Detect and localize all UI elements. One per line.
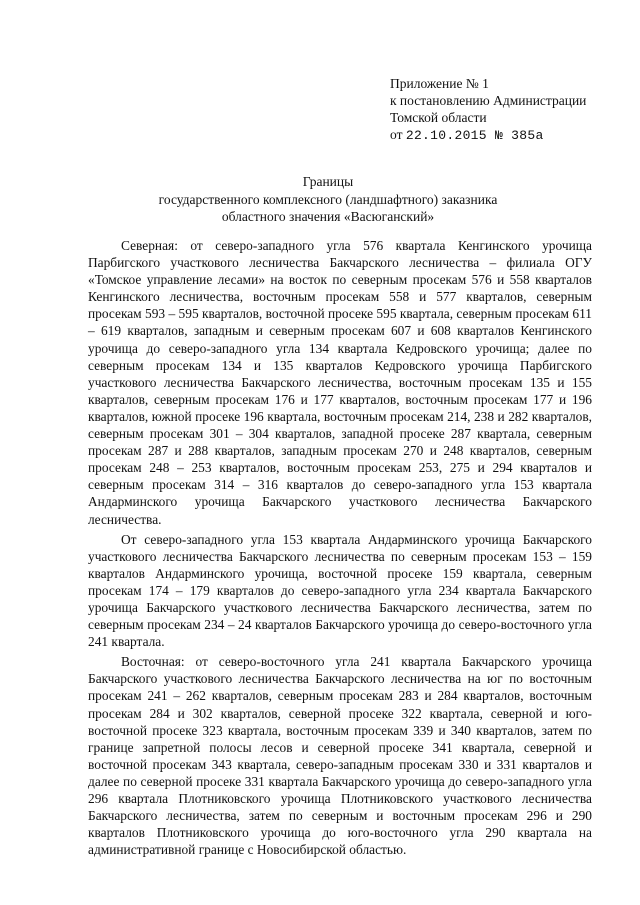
title-line-3: областного значения «Васюганский» <box>221 209 435 224</box>
paragraph-eastern-border: Восточная: от северо-восточного угла 241 квартала Бакчарского урочища Бакчарского участкового лесничества Бакчарского лесничества на юг по восточным просекам 241 – 262 кварталов, северным просекам 283 и 284 кварталов, восточным просекам 284 и 302 кварталов, северной просеке 322 квартала, северной и юго-восточной просеке 323 квартала, восточным просекам 339 и 340 кварталов, затем по границе запретной полосы лесов и северной просеке 341 квартала, северной и восточной просекам 343 квартала, северо-западным просекам 330 и 331 кварталов и далее по северной просеке 331 квартала Бакчарского урочища до северо-западного угла 296 квартала Плотниковского урочища Плотниковского участкового лесничества Бакчарского лесничества, затем по северным и восточным просекам 296 и 290 кварталов Плотниковского урочища до юго-восточного угла 290 квартала на административной границе с Новосибирской областью. <box>88 654 592 858</box>
appendix-date: 22.10.2015 № 385а <box>405 128 544 143</box>
document-title <box>88 173 568 226</box>
appendix-date-line <box>390 126 586 144</box>
appendix-number: Приложение № 1 <box>390 76 489 91</box>
title-line-2: государственного комплексного (ландшафтного) заказника <box>158 191 498 207</box>
document-body <box>88 237 592 861</box>
title-line-1: Границы <box>302 174 354 189</box>
appendix-resolution: к постановлению Администрации <box>390 93 587 108</box>
appendix-date-prefix: от <box>390 127 403 142</box>
appendix-header <box>390 75 586 144</box>
paragraph-northern-border: Северная: от северо-западного угла 576 квартала Кенгинского урочища Парбигского участкового лесничества Бакчарского лесничества – филиала ОГУ «Томское управление лесами» на восток по северным просекам 576 и 558 кварталов Кенгинского лесничества, восточным просекам 558 и 577 кварталов, северным просекам 593 – 595 кварталов, восточной просеке 595 квартала, северным просекам 611 – 619 кварталов, западным и северным просекам 607 и 608 кварталов Кенгинского урочища до северо-западного угла 134 квартала Кедровского урочища; далее по северным просекам 134 и 135 кварталов Кедровского урочища Парбигского участкового лесничества Бакчарского лесничества, восточным просекам 135 и 155 кварталов, северным просекам 176 и 177 кварталов, восточным просекам 177 и 196 кварталов, южной просеке 196 квартала, восточным просекам 214, 238 и 282 кварталов, северным просекам 301 – 304 кварталов, западной просеке 287 квартала, северным просекам 287 и 288 кварталов, западным просекам 270 и 248 кварталов, северным просекам 248 – 253 кварталов, восточным просекам 253, 275 и 294 кварталов и северным просекам 314 – 316 кварталов до северо-западного угла 153 квартала Андарминского урочища Бакчарского участкового лесничества Бакчарского лесничества. <box>88 238 592 527</box>
appendix-region: Томской области <box>390 110 487 125</box>
paragraph-northern-continuation: От северо-западного угла 153 квартала Андарминского урочища Бакчарского участкового лесничества Бакчарского лесничества по северным просекам 153 – 159 кварталов Андарминского урочища, восточной просеке 159 квартала, северным просекам 174 – 179 кварталов до северо-западного угла 234 квартала Бакчарского урочища Бакчарского участкового лесничества Бакчарского лесничества, затем по северным просекам 234 – 24 кварталов Бакчарского урочища до северо-восточного угла 241 квартала. <box>88 531 592 650</box>
